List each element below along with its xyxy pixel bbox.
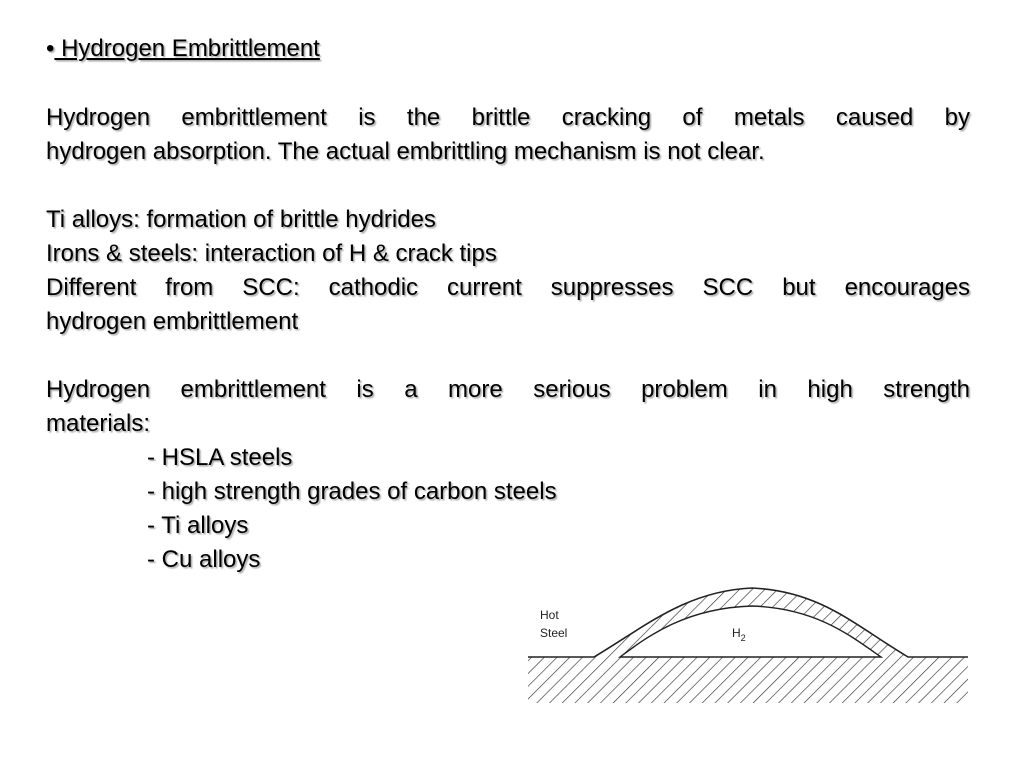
steel-base [528, 657, 968, 703]
scc-line-2: hydrogen embrittlement [46, 308, 299, 335]
serious-problem-line-2: materials: [46, 410, 151, 437]
intro-line-1: Hydrogen embrittlement is the brittle cracking of metals caused by [46, 104, 970, 131]
heading-title: Hydrogen Embrittlement [54, 35, 320, 62]
scc-line-1: Different from SCC: cathodic current suppresses SCC but encourages [46, 274, 970, 301]
hydrogen-cavity [620, 606, 881, 657]
material-item: - high strength grades of carbon steels [147, 478, 557, 505]
hydrogen-blister-diagram [526, 586, 970, 706]
intro-line-2: hydrogen absorption. The actual embrittling mechanism is not clear. [46, 138, 765, 165]
material-item: - Ti alloys [147, 512, 249, 539]
bullet: • [46, 35, 55, 62]
slide-heading [46, 32, 970, 66]
label-h: H [732, 626, 741, 640]
label-hot: Hot [540, 608, 559, 622]
material-item: - Cu alloys [147, 546, 261, 573]
ti-alloys-line: Ti alloys: formation of brittle hydrides [46, 206, 436, 233]
serious-problem-line-1: Hydrogen embrittlement is a more serious problem in high strength [46, 376, 970, 403]
label-subscript: 2 [740, 633, 746, 643]
material-item: - HSLA steels [147, 444, 293, 471]
label-steel: Steel [540, 626, 568, 640]
irons-steels-line: Irons & steels: interaction of H & crack tips [46, 240, 497, 267]
